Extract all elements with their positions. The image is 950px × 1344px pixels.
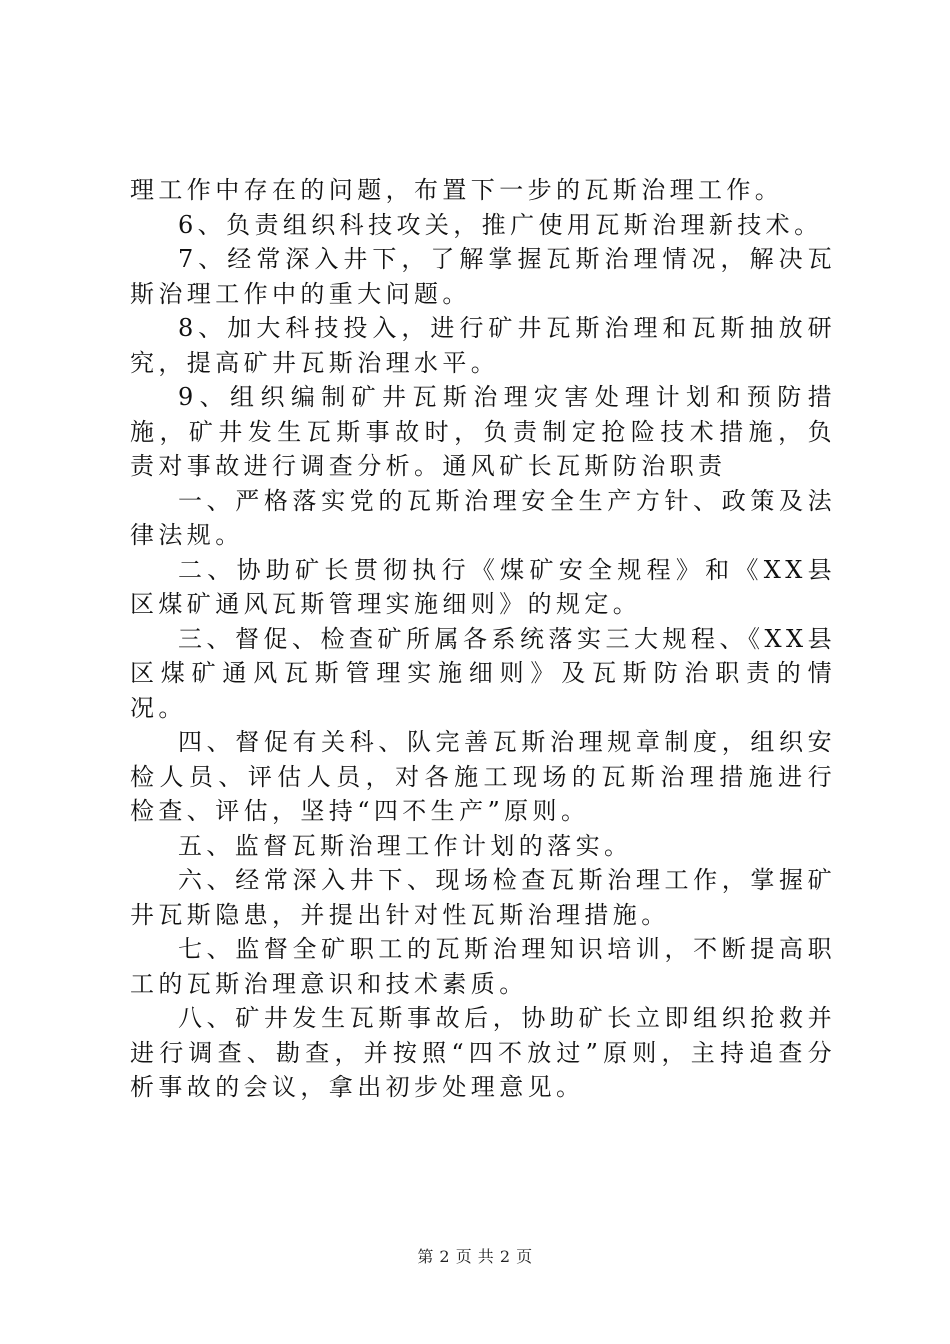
- paragraph-duty-1: 一、严格落实党的瓦斯治理安全生产方针、政策及法律法规。: [130, 486, 836, 549]
- paragraph-continuation: 理工作中存在的问题，布置下一步的瓦斯治理工作。: [130, 176, 784, 204]
- paragraph-duty-2: 二、协助矿长贯彻执行《煤矿安全规程》和《XX县区煤矿通风瓦斯管理实施细则》的规定。: [130, 555, 836, 618]
- paragraph-duty-5: 五、监督瓦斯治理工作计划的落实。: [178, 831, 633, 860]
- paragraph-item-7: 7、经常深入井下，了解掌握瓦斯治理情况，解决瓦斯治理工作中的重大问题。: [130, 245, 836, 308]
- paragraph-duty-7: 七、监督全矿职工的瓦斯治理知识培训，不断提高职工的瓦斯治理意识和技术素质。: [130, 935, 836, 998]
- paragraph-duty-3: 三、督促、检查矿所属各系统落实三大规程、《XX县区煤矿通风瓦斯管理实施细则》及瓦斯防治职责的情况。: [130, 624, 836, 722]
- paragraph-duty-8: 八、矿井发生瓦斯事故后，协助矿长立即组织抢救并进行调查、勘查，并按照“四不放过”原则，主持追查分析事故的会议，拿出初步处理意见。: [130, 1004, 836, 1101]
- paragraph-item-6: 6、负责组织科技攻关，推广使用瓦斯治理新技术。: [178, 210, 823, 239]
- paragraph-item-8: 8、加大科技投入，进行矿井瓦斯治理和瓦斯抽放研究，提高矿井瓦斯治理水平。: [130, 314, 836, 377]
- page-footer: [0, 1244, 950, 1267]
- paragraph-duty-6: 六、经常深入井下、现场检查瓦斯治理工作，掌握矿井瓦斯隐患，并提出针对性瓦斯治理措施。: [130, 866, 836, 929]
- paragraph-duty-4: 四、督促有关科、队完善瓦斯治理规章制度，组织安检人员、评估人员，对各施工现场的瓦斯治理措施进行检查、评估，坚持“四不生产”原则。: [130, 728, 836, 825]
- document-body: [130, 173, 836, 1105]
- paragraph-item-9: 9、组织编制矿井瓦斯治理灾害处理计划和预防措施，矿井发生瓦斯事故时，负责制定抢险技术措施，负责对事故进行调查分析。通风矿长瓦斯防治职责: [130, 383, 836, 480]
- page-number-label: 第 2 页 共 2 页: [417, 1247, 533, 1266]
